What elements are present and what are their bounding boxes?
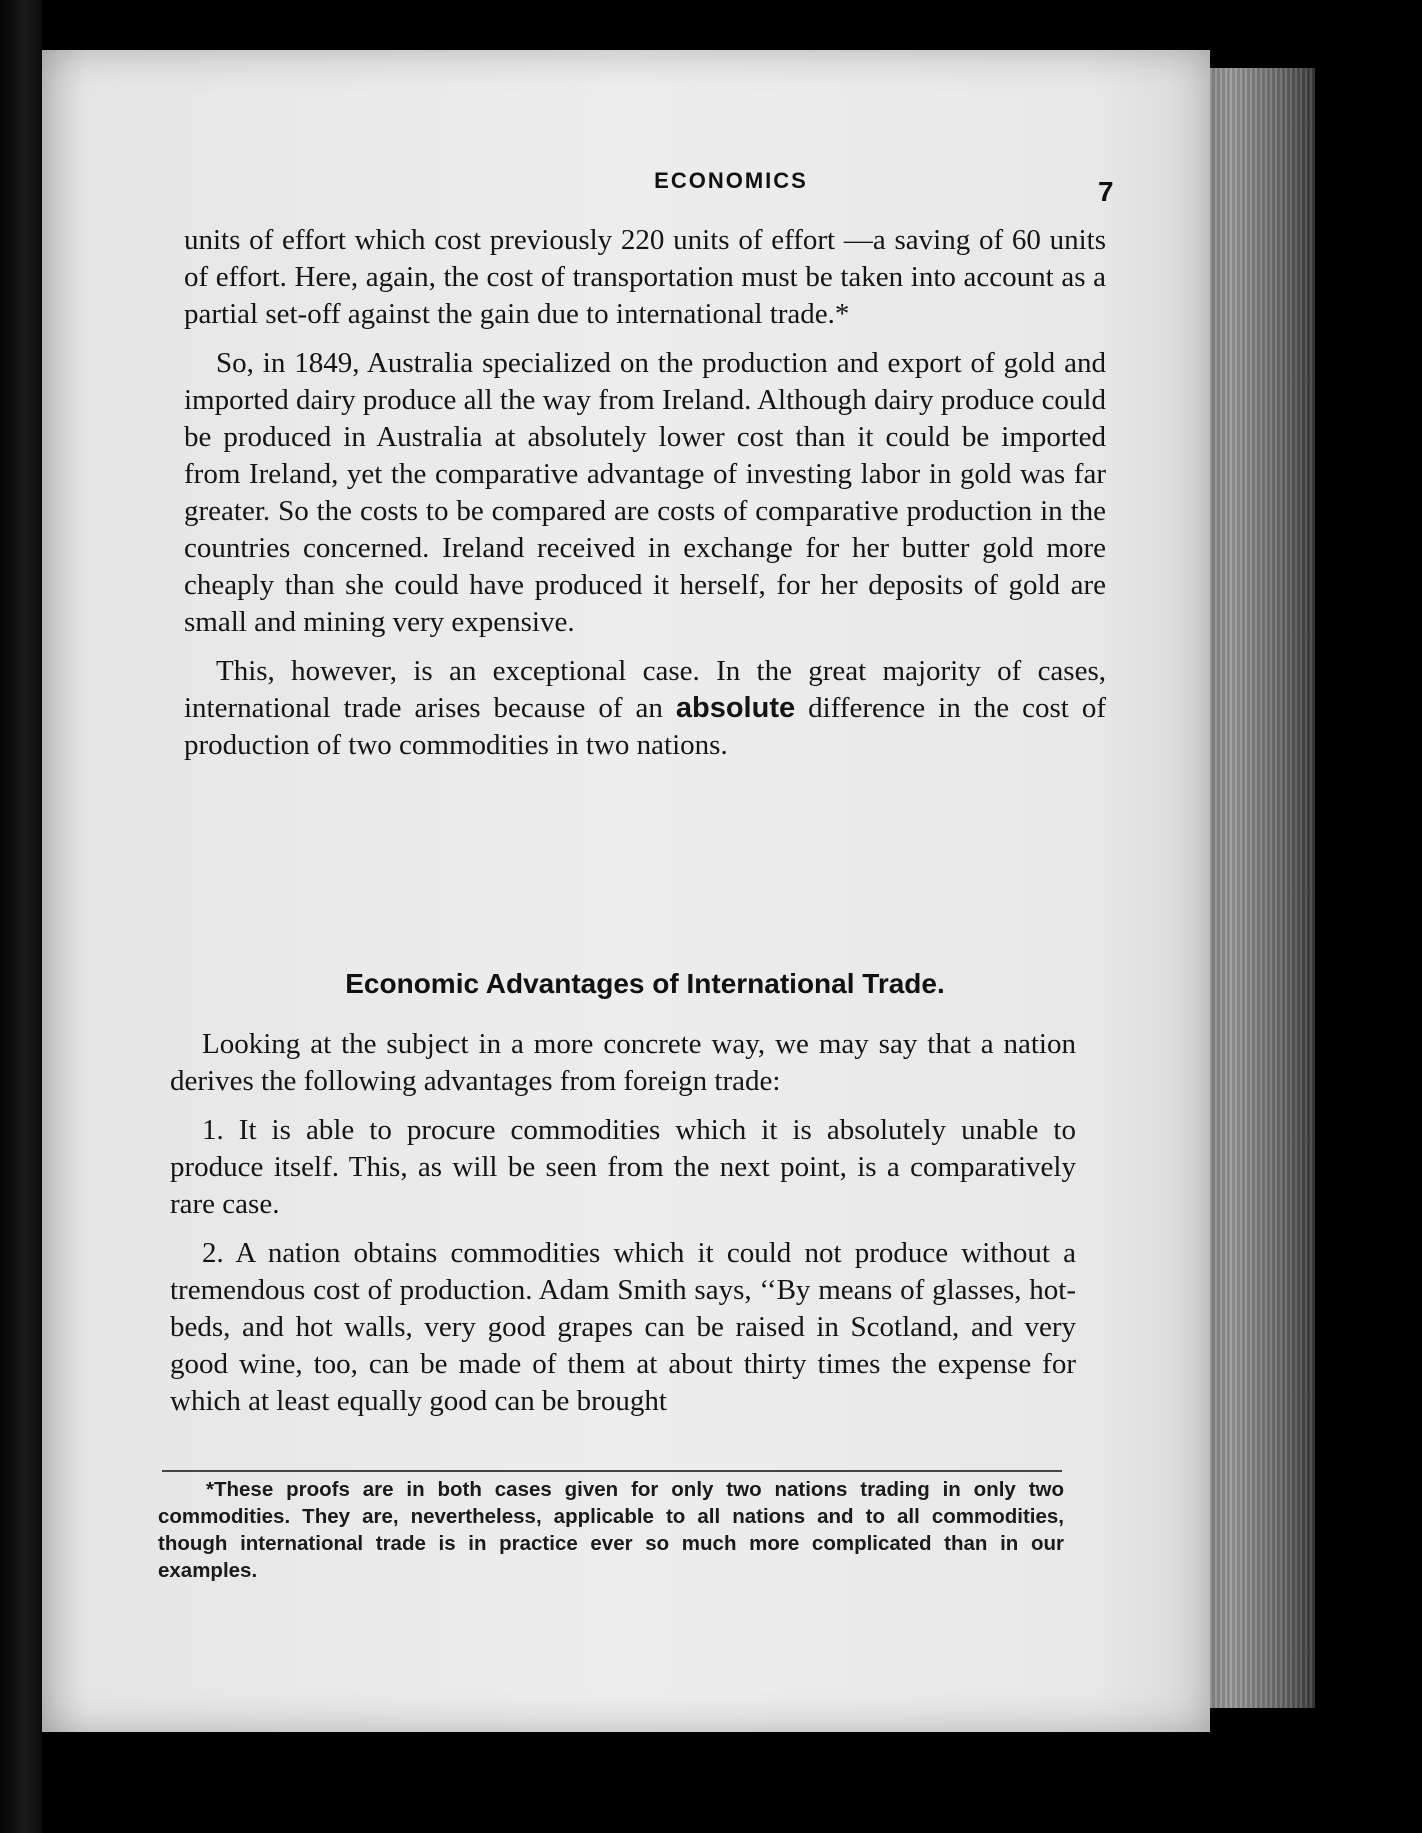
body-text-upper <box>184 222 1106 764</box>
paragraph-point-1: 1. It is able to procure commodities which it is absolutely unable to produce itself. This, as will be seen from the next point, is a comparatively rare case. <box>170 1114 1076 1220</box>
page-fore-edge <box>1195 68 1315 1708</box>
body-text-lower <box>170 1026 1076 1420</box>
paragraph-continued: units of effort which cost previously 220 units of effort —a saving of 60 units of effort. Here, again, the cost of transportation must be taken into account as a partial set-off against the gain due to international trade.* <box>184 224 1106 330</box>
emphasized-word: absolute <box>675 692 796 724</box>
paragraph-australia: So, in 1849, Australia specialized on the production and export of gold and imported dairy produce all the way from Ireland. Although dairy produce could be produced in Australia at absolutely lower cost than it could be imported from Ireland, yet the comparative advantage of investing labor in gold was far greater. So the costs to be compared are costs of comparative production in the countries concerned. Ireland received in exchange for her butter gold more cheaply than she could have produced it herself, for her deposits of gold are small and mining very expensive. <box>184 347 1106 638</box>
paragraph-intro: Looking at the subject in a more concrete way, we may say that a nation derives the following advantages from foreign trade: <box>170 1028 1076 1097</box>
footnote <box>158 1476 1064 1584</box>
paragraph-point-2: 2. A nation obtains commodities which it could not produce without a tremendous cost of production. Adam Smith says, ‘‘By means of glasses, hot-beds, and hot walls, very good grapes can be raised in Scotland, and very good wine, too, can be made of them at about thirty times the expense for which at least equally good can be brought <box>170 1237 1076 1417</box>
paragraph-text-start: This, however, is an exceptional case. In the great majority of cases, international trade arises because of an <box>184 655 1106 724</box>
section-heading: Economic Advantages of International Trade. <box>345 968 945 999</box>
running-head: ECONOMICS <box>654 168 808 193</box>
page-number: 7 <box>1098 176 1114 207</box>
paragraph-text-end: difference in the cost of production of two commodities in two nations. <box>184 692 1107 761</box>
left-page-edge <box>0 0 42 1833</box>
footnote-text: *These proofs are in both cases given for only two nations trading in only two commodities. They are, nevertheless, applicable to all nations and to all commodities, though international trade is in practice ever so much more complicated than in our examples. <box>158 1478 1064 1582</box>
footnote-rule <box>162 1470 1062 1472</box>
paragraph-exceptional-case <box>184 653 1106 764</box>
